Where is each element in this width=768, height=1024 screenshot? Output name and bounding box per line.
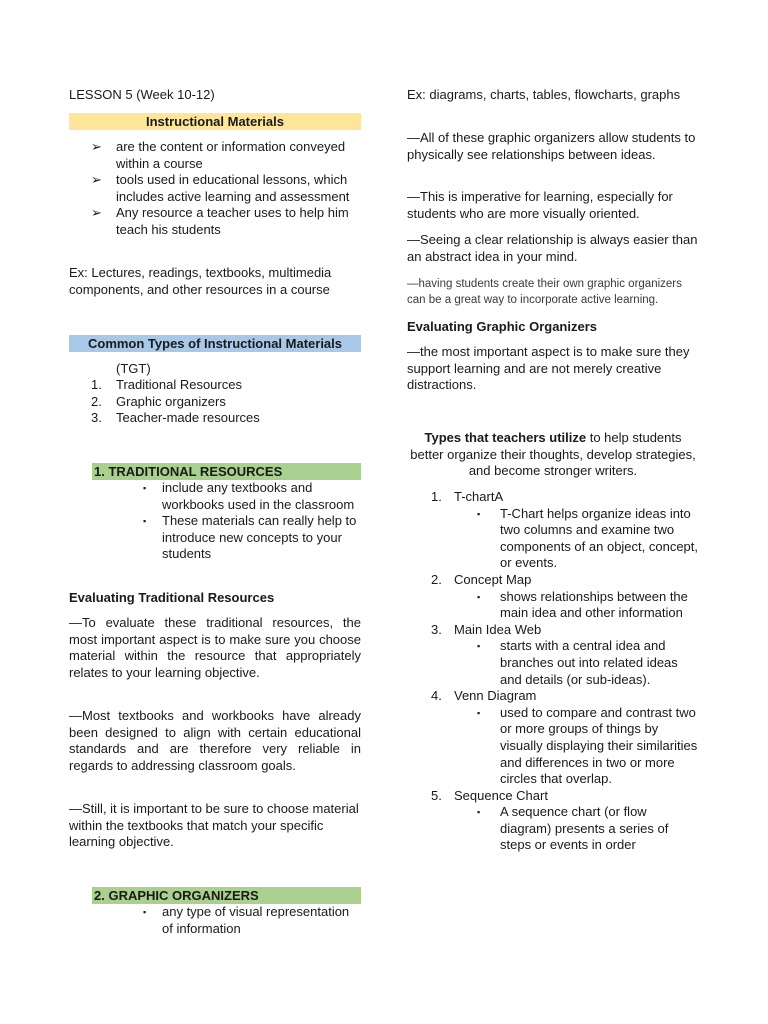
square-bullet-icon: ▪ (477, 591, 481, 602)
eval-tr-para-1: —To evaluate these traditional resources, the most important aspect is to make sure you choose material within the resource that appropriately relates to your learning objective. (69, 615, 361, 680)
eval-go-para: —the most important aspect is to make sure they support learning and are not merely creative distractions. (407, 344, 690, 393)
organizer-name: Sequence Chart (454, 787, 548, 803)
tgt-label: (TGT) (116, 361, 151, 376)
list-item: ▪ any type of visual representation of information (143, 904, 350, 936)
go-para-2: —This is imperative for learning, especially for students who are more visually oriented. (407, 189, 673, 221)
list-item: 3. Main Idea Web (431, 621, 542, 637)
organizer-list (407, 489, 699, 854)
traditional-resources-heading: 1. TRADITIONAL RESOURCES (92, 463, 361, 480)
go-para-3: —Seeing a clear relationship is always easier than an abstract idea in your mind. (407, 232, 698, 264)
tr-bullet-list (69, 480, 361, 563)
square-bullet-icon: ▪ (477, 807, 481, 818)
list-item: ➢ are the content or information conveyed within a course (91, 139, 346, 171)
list-item: ➢ tools used in educational lessons, which includes active learning and assessment (91, 172, 350, 204)
organizer-desc: shows relationships between the main idea and other information (500, 588, 688, 621)
arrow-bullet-icon: ➢ (91, 172, 102, 188)
go-bullet-list (69, 904, 361, 937)
instructional-materials-heading: Instructional Materials (69, 113, 361, 130)
im-bullet-list (69, 139, 361, 239)
types-list (69, 377, 361, 427)
organizer-name: T-chartA (454, 489, 504, 504)
list-item: 5. Sequence Chart (431, 787, 548, 803)
square-bullet-icon: ▪ (143, 516, 147, 527)
organizer-name: Venn Diagram (454, 688, 537, 704)
organizer-desc: used to compare and contrast two or more groups of things by visually displaying their similarities and differences in two or more circles that overlap. (500, 704, 698, 787)
square-bullet-icon: ▪ (477, 641, 481, 652)
organizer-name: Main Idea Web (454, 621, 542, 637)
square-bullet-icon: ▪ (143, 483, 147, 493)
organizer-desc: starts with a central idea and branches out into related ideas and details (or sub-ideas). (500, 638, 678, 687)
list-item: 4. Venn Diagram (431, 688, 537, 704)
go-small-note: —having students create their own graphic organizers can be a great way to incorporate active learning. (407, 278, 682, 306)
go-para-1: —All of these graphic organizers allow students to physically see relationships between ideas. (407, 130, 696, 162)
eval-traditional-heading: Evaluating Traditional Resources (69, 590, 275, 605)
square-bullet-icon: ▪ (477, 508, 481, 519)
graphic-organizers-heading: 2. GRAPHIC ORGANIZERS (92, 887, 361, 904)
lesson-title: LESSON 5 (Week 10-12) (69, 87, 215, 102)
square-bullet-icon: ▪ (477, 707, 481, 718)
list-item: 3. Teacher-made resources (91, 410, 260, 426)
list-item: ➢ Any resource a teacher uses to help him teach his students (91, 205, 349, 237)
list-item: 2. Concept Map (431, 571, 532, 587)
types-intro: Types that teachers utilize to help students better organize their thoughts, develop strategies, and become stronger writers. (410, 430, 696, 479)
organizer-desc: T-Chart helps organize ideas into two columns and examine two components of an object, concept, or events. (500, 505, 699, 571)
organizer-desc: A sequence chart (or flow diagram) presents a series of steps or events in order (500, 804, 669, 853)
eval-tr-para-2: —Most textbooks and workbooks have already been designed to align with certain educational standards and are therefore very reliable in regards to addressing classroom goals. (69, 708, 361, 773)
arrow-bullet-icon: ➢ (91, 205, 102, 221)
list-item: 2. Graphic organizers (91, 393, 226, 409)
list-item: 1. Traditional Resources (91, 377, 242, 392)
square-bullet-icon: ▪ (143, 907, 147, 917)
organizer-name: Concept Map (454, 571, 532, 587)
eval-tr-para-3: —Still, it is important to be sure to choose material within the textbooks that match your specific learning objective. (69, 801, 359, 850)
list-item: 1. T-chartA (431, 489, 504, 504)
list-item: ▪ These materials can really help to introduce new concepts to your students (143, 513, 357, 562)
go-example: Ex: diagrams, charts, tables, flowcharts, graphs (407, 87, 681, 102)
common-types-heading: Common Types of Instructional Materials (69, 335, 361, 352)
list-item: ▪ include any textbooks and workbooks used in the classroom (143, 480, 355, 512)
arrow-bullet-icon: ➢ (91, 139, 102, 154)
im-example: Ex: Lectures, readings, textbooks, multimedia components, and other resources in a course (69, 265, 332, 297)
eval-graphic-heading: Evaluating Graphic Organizers (407, 319, 597, 334)
